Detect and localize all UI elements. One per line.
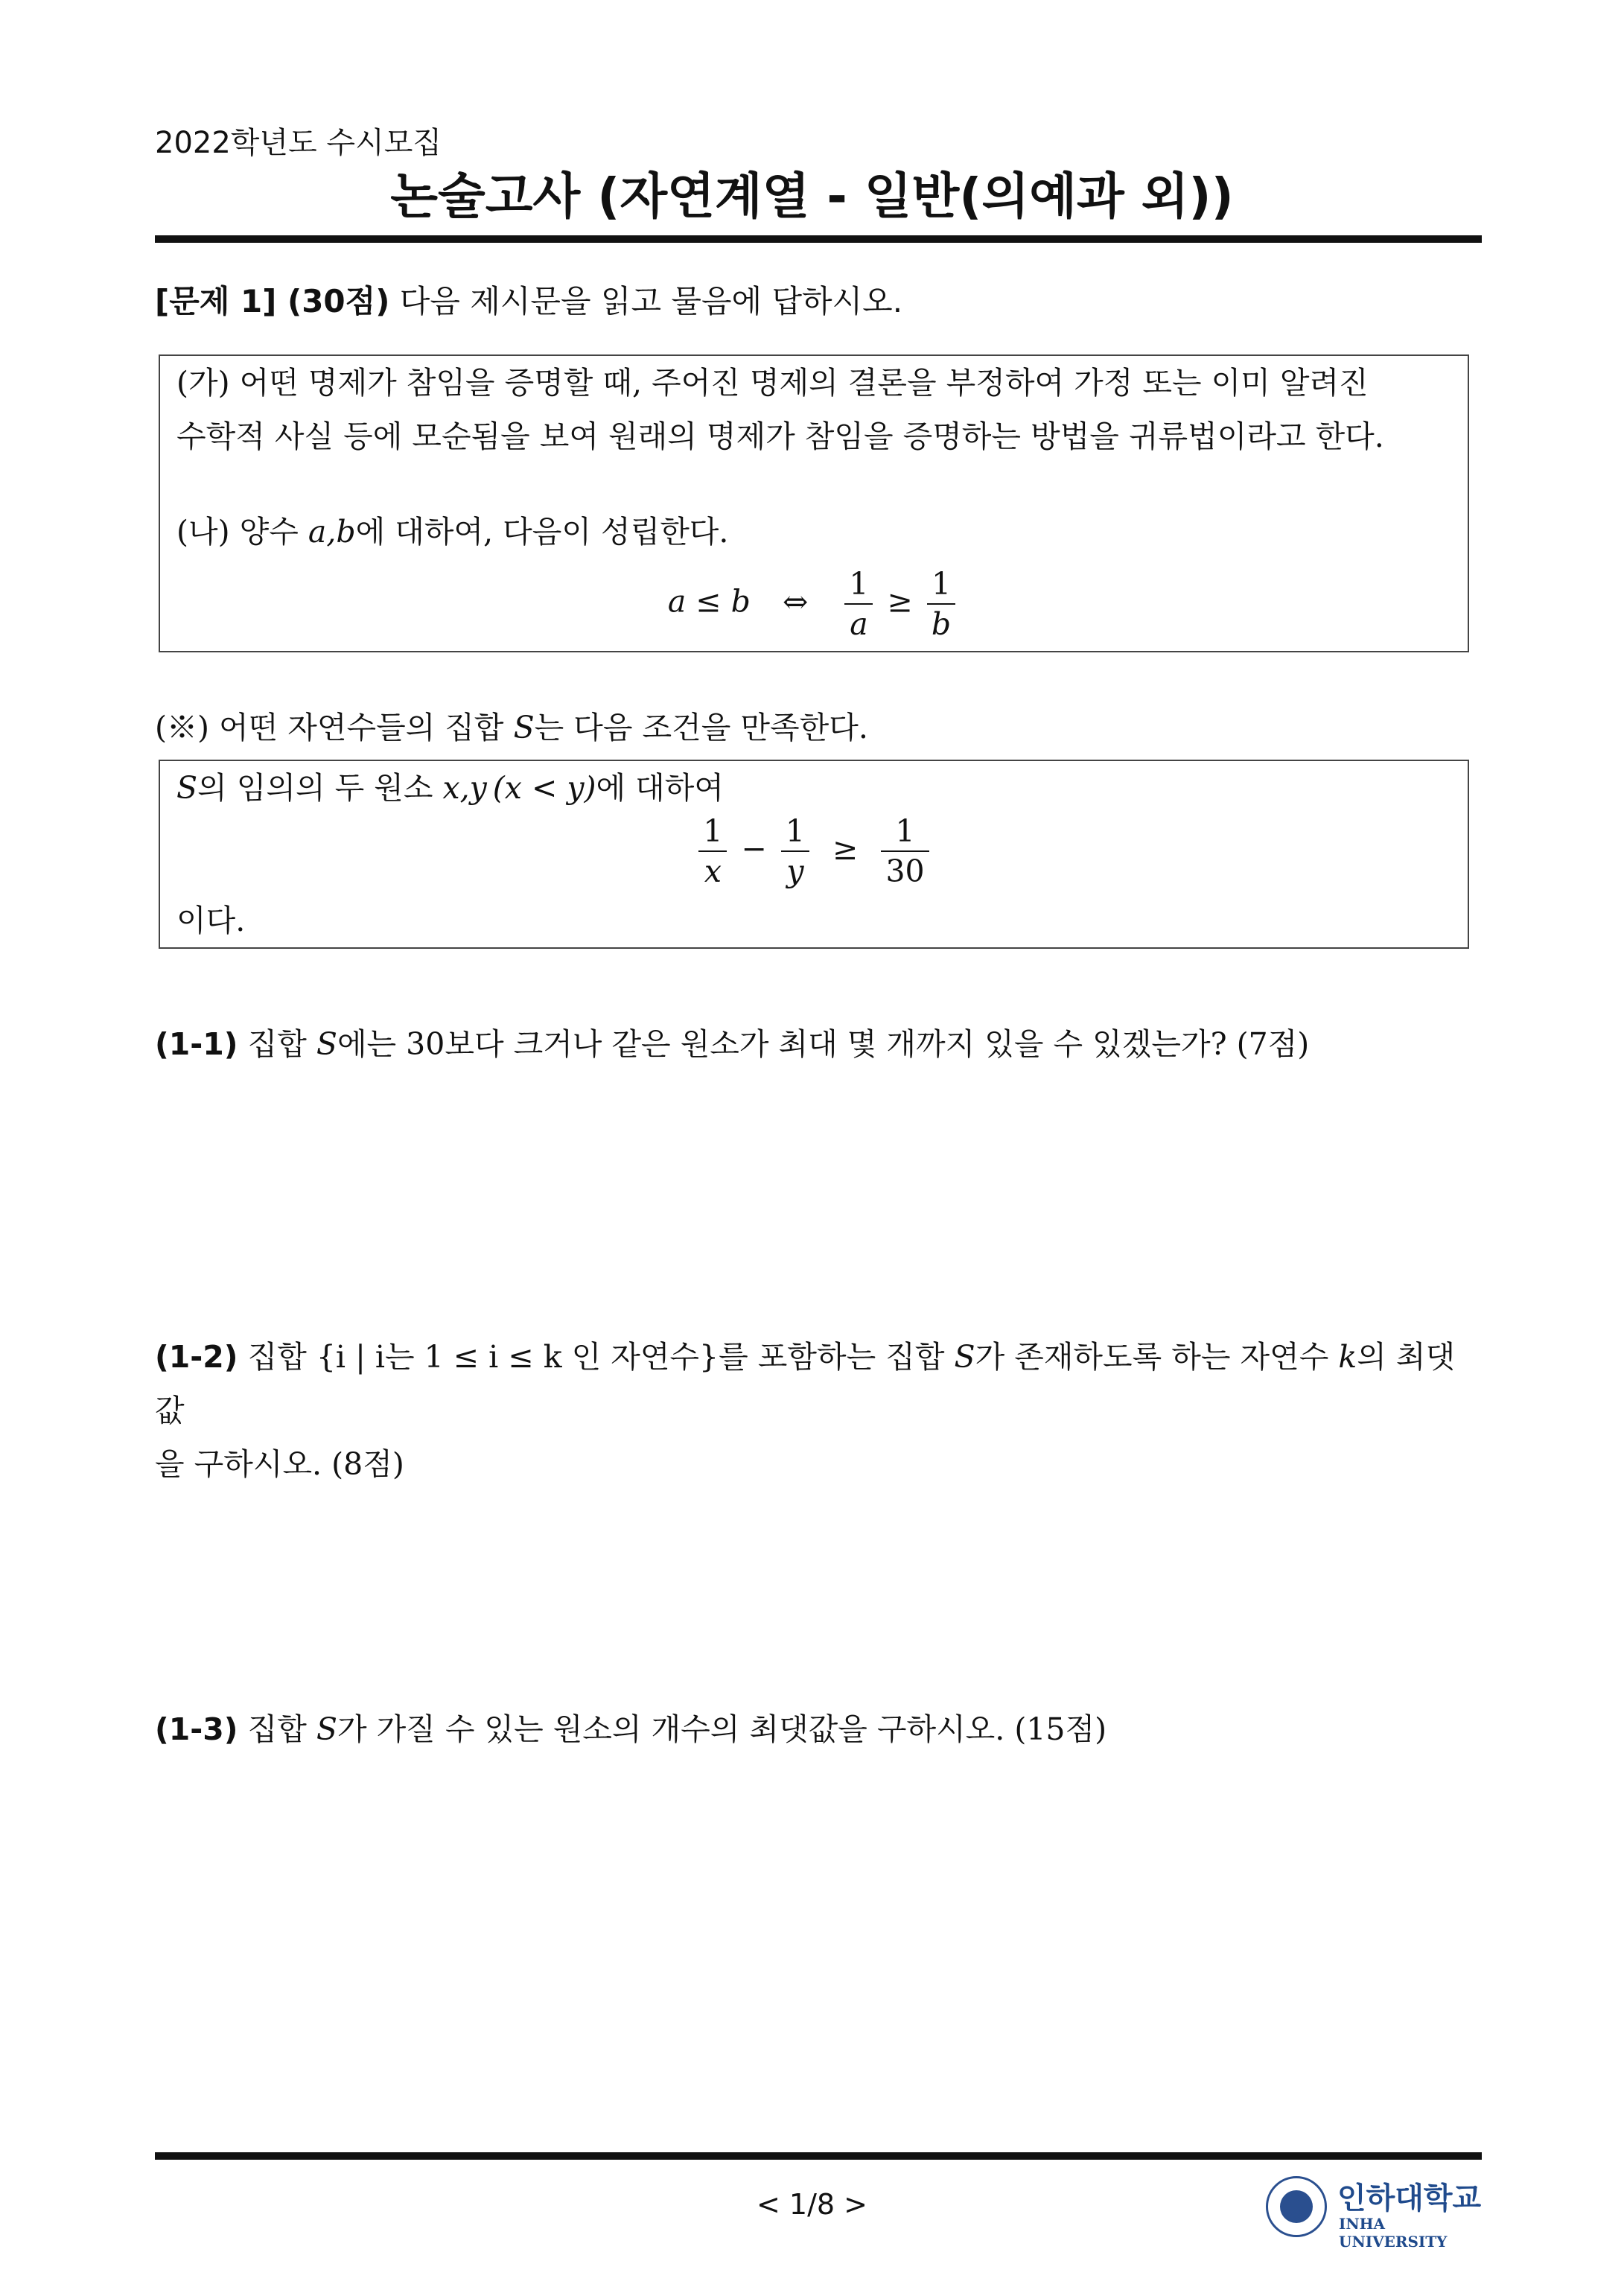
page-title: 논술고사 (자연계열 - 일반(의예과 외)): [390, 168, 1234, 225]
fraction-1-over-x: $\frac{1}{x}$: [698, 815, 727, 888]
condition-formula: [160, 815, 1468, 888]
sub-question-1-3: (1-3) 집합 S가 가질 수 있는 원소의 개수의 최댓값을 구하시오. (15점): [155, 1711, 1107, 1747]
passage-ga: [176, 356, 1451, 463]
passage-na-prefix: (나) 양수: [176, 514, 308, 550]
passage-na-vars: a,b: [308, 514, 356, 550]
condition-line3: 이다.: [176, 903, 246, 938]
sub-question-1-1: (1-1) 집합 S에는 30보다 크거나 같은 원소가 최대 몇 개까지 있을 수 있겠는가? (7점): [155, 1026, 1310, 1062]
condition-line1: S의 임의의 두 원소 x,y (x < y)에 대하여: [176, 770, 724, 806]
formula-left: a ≤ b: [667, 583, 751, 620]
formula-geq: ≥: [887, 583, 913, 620]
logo-english: INHA UNIVERSITY: [1339, 2215, 1448, 2251]
condition-box: [159, 760, 1469, 949]
passage-ga-line1: (가) 어떤 명제가 참임을 증명할 때, 주어진 명제의 결론을 부정하여 가정 또는 이미 알려진: [176, 365, 1369, 401]
formula-minus: −: [741, 830, 767, 867]
fraction-1-over-30: $\frac{1}{30}$: [881, 815, 929, 888]
question-instruction: 다음 제시문을 읽고 물음에 답하시오.: [389, 283, 903, 319]
page-number: < 1/8 >: [757, 2188, 867, 2221]
passage-na-suffix: 에 대하여, 다음이 성립한다.: [355, 514, 729, 550]
university-logo: [1266, 2173, 1482, 2251]
fraction-1-over-b: $\frac{1}{b}$: [927, 567, 955, 640]
passage-ga-line2: 수학적 사실 등에 모순됨을 보여 원래의 명제가 참임을 증명하는 방법을 귀류법이라고 한다.: [176, 419, 1384, 454]
fraction-1-over-a: $\frac{1}{a}$: [844, 567, 873, 640]
exam-year: 2022학년도 수시모집: [155, 126, 442, 160]
passage-box: [159, 354, 1469, 652]
university-seal-icon: [1266, 2176, 1327, 2237]
inequality-formula: [160, 567, 1468, 640]
question-header: [155, 277, 902, 322]
formula-geq: ≥: [832, 830, 859, 867]
passage-na: [176, 505, 1451, 559]
bottom-divider: [155, 2152, 1482, 2160]
fraction-1-over-y: $\frac{1}{y}$: [781, 815, 809, 888]
set-note: (※) 어떤 자연수들의 집합 S는 다음 조건을 만족한다.: [155, 710, 868, 745]
formula-iff: ⇔: [782, 583, 809, 620]
question-label: [문제 1] (30점): [155, 283, 390, 319]
logo-korean: 인하대학교: [1337, 2181, 1482, 2216]
top-divider: [155, 235, 1482, 243]
sub-question-1-2: (1-2) 집합 {i | i는 1 ≤ i ≤ k 인 자연수}를 포함하는 집합 S가 존재하도록 하는 자연수 k의 최댓값 을 구하시오. (8점): [155, 1339, 1456, 1482]
